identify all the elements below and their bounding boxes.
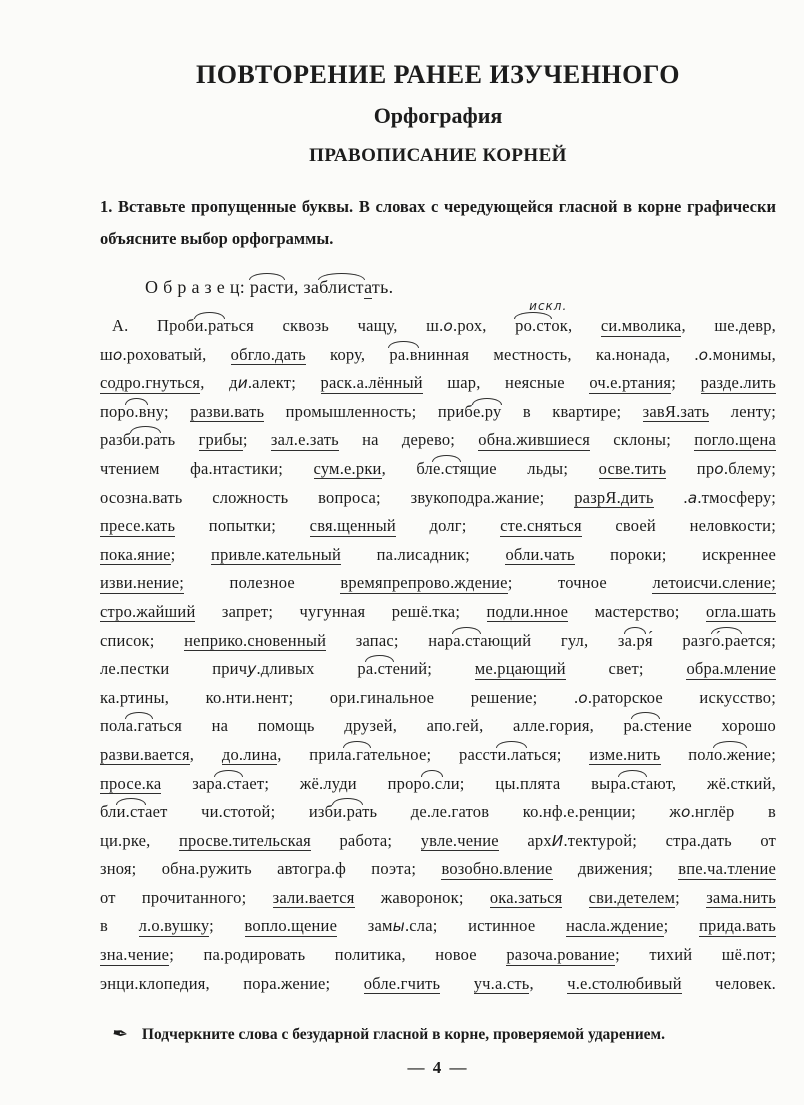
text-run: ающий гул, з: [480, 630, 625, 650]
body-line: [100, 712, 776, 741]
underlined-word: зна.чение: [100, 945, 170, 965]
text-run: осозна.вать сложность вопроса; звукоподра.жание;: [100, 487, 575, 507]
text-run: .дливых р: [256, 659, 366, 679]
text-run: А. Проб: [112, 316, 195, 335]
text-run: разб: [100, 430, 132, 450]
handwritten-letter: о: [578, 688, 588, 707]
text-run: ться на помощь друзей, апо.гей, алле.гория, р: [151, 716, 632, 736]
text-run: , бл: [381, 458, 433, 478]
text-run: чтением фа.нтастики;: [100, 458, 314, 478]
body-line: [100, 855, 776, 884]
underlined-word: разрЯ.дить: [574, 487, 654, 507]
handwritten-letter: и: [237, 374, 248, 393]
body-line: [100, 770, 776, 799]
handwritten-letter: о: [443, 317, 453, 335]
text-run: пор: [100, 401, 126, 421]
underlined-word: просве.тительская: [179, 830, 311, 850]
body-line: [100, 341, 776, 370]
handwritten-letter: о: [698, 345, 709, 364]
text-run: ;: [209, 916, 245, 936]
body-line: [100, 827, 776, 856]
root-arc-word: а.га: [344, 744, 371, 764]
underlined-word: ока.заться: [489, 887, 563, 907]
underlined-word: огла.шать: [706, 601, 776, 621]
text-run: .сла; истинное: [404, 916, 566, 936]
root-arc-word: а.ст: [365, 659, 393, 679]
instruction-line: 1. Вставьте пропущенные буквы. В словах с чередующейся гласной в корне графически: [100, 197, 776, 216]
body-line: [100, 941, 776, 970]
underlined-word: содро.гнуться: [100, 373, 201, 393]
underlined-word: разви.вать: [190, 401, 265, 421]
text-run: и, за: [283, 277, 320, 297]
underlined-word: обра.мление: [686, 659, 776, 679]
text-run: ли; цы.плята выр: [442, 773, 619, 793]
underlined-word: пресе.кать: [100, 516, 176, 536]
text-run: .блему;: [723, 458, 776, 478]
page-title: ПОВТОРЕНИЕ РАНЕЕ ИЗУЧЕННОГО: [195, 60, 680, 89]
text-run: шар, неясные: [422, 373, 590, 393]
root-arc-word: а.р: [624, 630, 645, 650]
text-run: , ше.девр,: [681, 316, 776, 335]
text-run: запрет; чугунная решё.тка;: [195, 601, 487, 621]
text-run: .: [653, 487, 688, 507]
text-run: ает чи.стотой; изб: [145, 802, 334, 822]
underlined-word: времяпрепрово.ждение: [340, 573, 508, 593]
body-line: [100, 398, 776, 427]
body-line: [100, 912, 776, 941]
root-arc-word: о.в: [125, 401, 147, 421]
underlined-word: сте.сняться: [500, 516, 582, 536]
root-arc-word: а.ст: [618, 773, 646, 793]
underlined-word: вопло.щение: [244, 916, 338, 936]
body-line: [100, 299, 776, 341]
body-line: [100, 484, 776, 513]
text-run: .тмосферу;: [697, 487, 776, 507]
root-arc-word: о.же: [713, 744, 746, 764]
root-arc-word: а.ст: [453, 630, 481, 650]
text-run: ть.: [371, 277, 394, 297]
underlined-word: завЯ.зать: [642, 401, 710, 421]
underlined-word: стро.жайший: [100, 601, 196, 621]
underlined-word: возобно.вление: [441, 859, 553, 879]
underlined-word: зал.е.зать: [270, 430, 339, 450]
text-run: [440, 974, 473, 993]
root-arc-word: и.ст: [116, 802, 146, 822]
underlined-word: прида.вать: [699, 916, 776, 936]
page-content: [100, 0, 776, 1046]
text-run: человек.: [681, 973, 776, 993]
text-run: ; па.родировать политика, новое: [169, 945, 507, 965]
body-line: [100, 569, 776, 598]
underlined-word: ме.рцающий: [474, 659, 566, 679]
handwritten-letter: о: [714, 459, 724, 478]
underlined-word: изви.нение;: [100, 573, 185, 593]
text-run: ш: [100, 344, 113, 364]
underlined-word: зали.вается: [272, 887, 355, 907]
underlined-word: увле.чение: [420, 830, 499, 850]
text-run: [562, 888, 588, 907]
underlined-word: осве.тить: [598, 458, 667, 478]
text-run: ;: [671, 373, 701, 393]
handwritten-note: искл.: [529, 299, 568, 313]
underlined-word: оч.е.ртания: [589, 373, 672, 393]
underlined-word: до.лина: [221, 744, 278, 764]
text-run: ться сквозь чащу, ш.: [223, 316, 444, 335]
body-line: [100, 741, 776, 770]
underlined-word: насла.ждение: [565, 916, 664, 936]
underlined-word: си.мволика: [600, 316, 682, 335]
text-run: зноя; обна.ружить автогра.ф поэта;: [100, 859, 442, 879]
text-run: попытки;: [175, 516, 310, 536]
root-arc-word: и.ла: [497, 744, 527, 764]
body-line: [100, 684, 776, 713]
root-arc-word: ро.ст искл.: [515, 299, 568, 335]
text-run: ение хорошо: [658, 716, 777, 736]
handwritten-letter: у: [247, 660, 257, 679]
text-run: тельное; расст: [370, 744, 498, 764]
underlined-word: впе.ча.тление: [678, 859, 776, 879]
body-line: [100, 627, 776, 656]
body-line: [100, 426, 776, 455]
text-run: кору,: [305, 344, 390, 364]
root-arc-word: блист: [319, 277, 365, 297]
root-arc-word: е.ст: [433, 458, 460, 478]
text-run: па.лисадник;: [341, 544, 506, 564]
exercise-body: [100, 299, 777, 998]
text-run: ,: [529, 973, 568, 993]
text-run: ле.пестки прич: [100, 659, 248, 679]
body-line: [100, 455, 776, 484]
body-line: [100, 884, 776, 913]
text-run: .раторское искусство;: [587, 687, 776, 707]
text-run: жаворонок;: [354, 887, 490, 907]
underlined-word: разви.вается: [100, 744, 190, 764]
instruction-line: объясните выбор орфограммы.: [100, 229, 334, 248]
text-run: ка.ртины, ко.нти.нент; ори.гинальное решение; .: [100, 687, 579, 707]
footnote: [100, 1024, 776, 1046]
text-run: ; тихий шё.пот;: [615, 945, 776, 965]
text-run: ть: [160, 430, 199, 450]
underlined-word: летоисчи.сление;: [652, 573, 777, 593]
text-run: ,: [189, 744, 222, 764]
underlined-word: л.о.вушку: [138, 916, 210, 936]
underlined-word: зама.нить: [706, 887, 777, 907]
body-line: [100, 598, 776, 627]
text-run: ну;: [146, 401, 191, 421]
root-arc-word: а.ст: [632, 716, 659, 736]
text-run: ть де.ле.гатов ко.нф.е.ренции; ж: [362, 802, 681, 822]
text-run: мастерство;: [568, 601, 706, 621]
text-run: полезное: [184, 573, 341, 593]
root-arc-word: а.ст: [214, 773, 242, 793]
underlined-word: подли.нное: [486, 601, 569, 621]
text-run: ений;: [392, 659, 475, 679]
text-run: ящие льды;: [459, 458, 599, 478]
text-run: в: [100, 916, 139, 936]
text-run: своей неловкости;: [581, 516, 776, 536]
underlined-word: неприко.сновенный: [184, 630, 327, 650]
text-run: .роховатый,: [122, 344, 231, 364]
text-run: , прил: [277, 744, 345, 764]
text-run: пол: [660, 744, 714, 764]
text-run: ; точное: [507, 573, 653, 593]
section-title: ПРАВОПИСАНИЕ КОРНЕЙ: [309, 145, 567, 166]
root-arc-word: е.ру: [472, 401, 502, 421]
text-run: зам: [337, 916, 393, 936]
underlined-word: привле.кательный: [211, 544, 342, 564]
text-run: промышленность; приб: [264, 401, 473, 421]
sample-line: [100, 277, 776, 298]
handwritten-letter: а: [687, 488, 698, 507]
text-run: пол: [100, 716, 126, 736]
root-arc-word: о́.ра: [712, 630, 741, 650]
underlined-word: разоча.рование: [506, 945, 616, 965]
body-line: [100, 970, 776, 999]
text-run: энци.клопедия, пора.жение;: [100, 973, 364, 993]
text-run: бл: [100, 802, 117, 822]
text-run: .нглёр в: [690, 802, 776, 822]
footnote-text: Подчеркните слова с безударной гласной в корне, проверяемой ударением.: [141, 1026, 665, 1044]
body-line: [100, 798, 776, 827]
body-line: [100, 369, 776, 398]
text-run: ци.рке,: [100, 830, 180, 850]
text-run: я́ разг: [644, 630, 712, 650]
text-run: ние;: [745, 744, 776, 764]
pen-icon: ✒: [110, 1023, 130, 1047]
text-run: .рох,: [453, 316, 516, 335]
text-run: работа;: [310, 830, 421, 850]
underlined-word: сви.детелем: [588, 887, 676, 907]
text-run: .алект;: [247, 373, 321, 393]
text-run: ленту;: [709, 401, 777, 421]
body-line: [100, 541, 776, 570]
text-run: ;: [663, 916, 700, 936]
text-run: ок,: [551, 316, 601, 335]
underlined-word: раск.а.лённый: [320, 373, 423, 393]
underlined-word: сум.е.рки: [313, 458, 382, 478]
underlined-word: грибы: [198, 430, 243, 450]
underlined-word: обгло.дать: [230, 344, 306, 364]
underlined-word: обли.чать: [505, 544, 575, 564]
handwritten-letter: о: [681, 803, 691, 822]
text-run: в квартире;: [501, 401, 643, 421]
text-run: движения;: [552, 859, 679, 879]
page-number: — 4 —: [407, 1058, 469, 1077]
text-run: ется;: [740, 630, 776, 650]
text-run: .монимы,: [708, 344, 776, 364]
underlined-word: обна.жившиеся: [478, 430, 591, 450]
text-run: на дерево;: [338, 430, 479, 450]
underlined-word: просе.ка: [100, 773, 162, 793]
text-run: ться;: [526, 744, 590, 764]
page-subtitle: Орфография: [373, 103, 503, 128]
root-arc-word: раст: [249, 277, 284, 297]
text-run: О б р а з е ц:: [145, 277, 250, 297]
text-run: .тектурой; стра.дать от: [563, 830, 776, 850]
text-run: арх: [498, 830, 552, 850]
text-run: ;: [242, 430, 271, 450]
body-line: [100, 512, 776, 541]
underlined-word: а: [364, 277, 372, 297]
handwritten-letter: о: [112, 345, 123, 364]
text-run: склоны;: [590, 430, 695, 450]
exercise-instruction: [100, 191, 776, 255]
underlined-word: погло.щена: [694, 430, 777, 450]
text-run: ;: [170, 544, 212, 564]
root-arc-word: и.ра: [131, 430, 161, 450]
text-run: ают, жё.сткий,: [645, 773, 776, 793]
body-line: [100, 655, 776, 684]
text-run: нинная местность, ка.нонада, .: [417, 344, 699, 364]
root-arc-word: и.ра: [333, 802, 363, 822]
text-run: долг;: [395, 516, 501, 536]
text-run: зар: [161, 773, 215, 793]
text-run: список;: [100, 630, 185, 650]
root-arc-word: ра.в: [389, 344, 418, 364]
underlined-word: обле.гчить: [363, 973, 441, 993]
text-run: запас; нар: [326, 630, 454, 650]
text-run: , д: [200, 373, 238, 393]
text-run: от прочитанного;: [100, 887, 273, 907]
handwritten-letter: И: [551, 831, 564, 850]
text-run: пр: [666, 458, 715, 478]
text-run: свет;: [565, 659, 687, 679]
underlined-word: свя.щенный: [309, 516, 396, 536]
root-arc-word: и.ра: [194, 316, 224, 335]
underlined-word: уч.а.сть: [473, 973, 530, 993]
underlined-word: ч.е.столюбивый: [567, 973, 682, 993]
root-arc-word: о.с: [422, 773, 443, 793]
underlined-word: разде.лить: [700, 373, 776, 393]
underlined-word: изме.нить: [589, 744, 661, 764]
text-run: ;: [675, 887, 707, 907]
handwritten-letter: ы: [392, 917, 405, 936]
text-run: пороки; искреннее: [574, 544, 776, 564]
root-arc-word: а.га: [125, 716, 152, 736]
text-run: ает; жё.луди прор: [241, 773, 422, 793]
underlined-word: пока.яние: [100, 544, 171, 564]
